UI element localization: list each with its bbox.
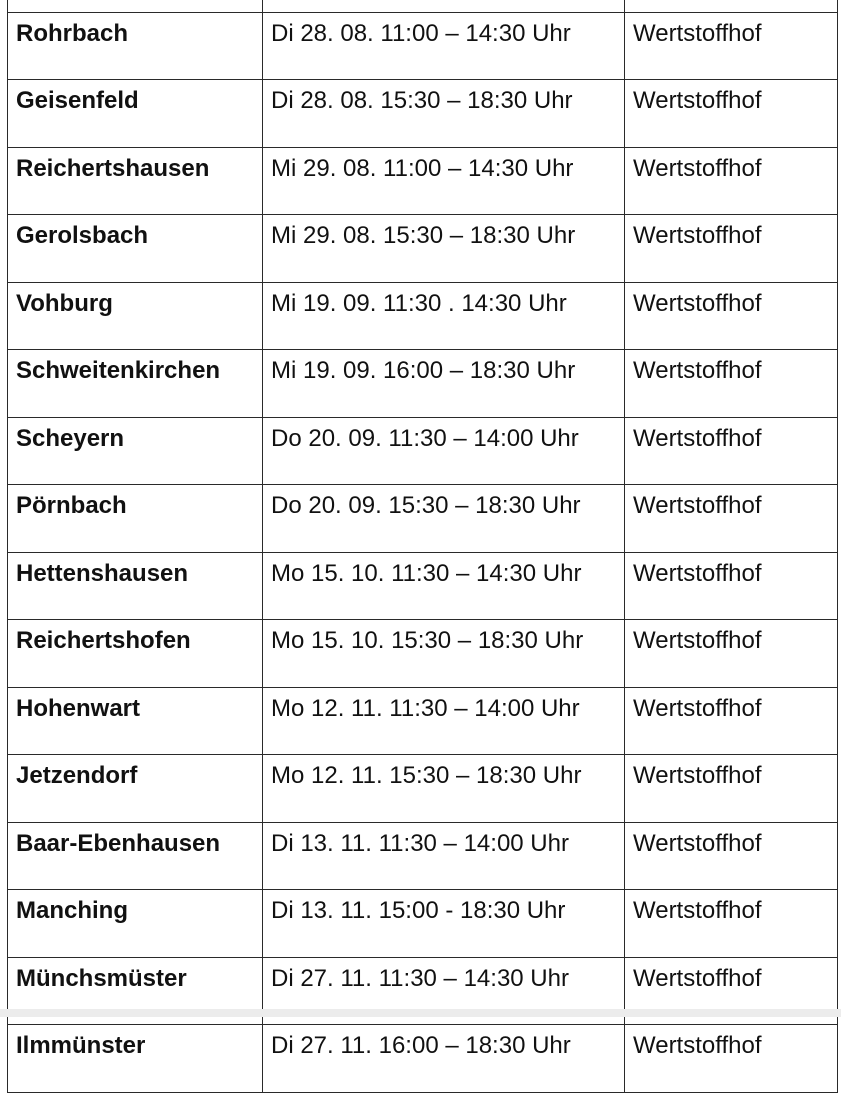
date-time-cell: Di 13. 11. 11:30 – 14:00 Uhr [263, 822, 625, 890]
site-cell: Wertstoffhof [625, 215, 838, 283]
place-cell: Hohenwart [8, 687, 263, 755]
date-time-cell: Di 13. 11. 15:00 - 18:30 Uhr [263, 890, 625, 958]
place-cell: Rohrbach [8, 12, 263, 80]
place-cell: Jetzendorf [8, 755, 263, 823]
date-time-cell: Mi 19. 09. 16:00 – 18:30 Uhr [263, 350, 625, 418]
site-cell: Wertstoffhof [625, 552, 838, 620]
site-cell: Wertstoffhof [625, 147, 838, 215]
site-cell: Wertstoffhof [625, 485, 838, 553]
date-time-cell [263, 0, 625, 12]
date-time-cell: Mo 15. 10. 11:30 – 14:30 Uhr [263, 552, 625, 620]
date-time-cell: Mo 15. 10. 15:30 – 18:30 Uhr [263, 620, 625, 688]
table-row [8, 822, 838, 890]
site-cell: Wertstoffhof [625, 80, 838, 148]
table-row [8, 282, 838, 350]
site-cell [625, 0, 838, 12]
date-time-cell: Mi 19. 09. 11:30 . 14:30 Uhr [263, 282, 625, 350]
date-time-cell: Do 20. 09. 11:30 – 14:00 Uhr [263, 417, 625, 485]
place-cell: Vohburg [8, 282, 263, 350]
place-cell: Gerolsbach [8, 215, 263, 283]
table-row [8, 147, 838, 215]
site-cell: Wertstoffhof [625, 282, 838, 350]
collection-schedule-table [7, 0, 838, 1093]
date-time-cell: Mi 29. 08. 11:00 – 14:30 Uhr [263, 147, 625, 215]
page-bottom-edge [0, 1009, 841, 1017]
site-cell: Wertstoffhof [625, 417, 838, 485]
table-row [8, 485, 838, 553]
table-row [8, 12, 838, 80]
date-time-cell: Mo 12. 11. 15:30 – 18:30 Uhr [263, 755, 625, 823]
date-time-cell: Di 27. 11. 11:30 – 14:30 Uhr [263, 957, 625, 1025]
place-cell [8, 0, 263, 12]
table-row [8, 1025, 838, 1093]
table-row [8, 0, 838, 12]
table-row [8, 890, 838, 958]
date-time-cell: Di 27. 11. 16:00 – 18:30 Uhr [263, 1025, 625, 1093]
site-cell: Wertstoffhof [625, 822, 838, 890]
table-row [8, 80, 838, 148]
site-cell: Wertstoffhof [625, 957, 838, 1025]
site-cell: Wertstoffhof [625, 12, 838, 80]
table-row [8, 620, 838, 688]
date-time-cell: Do 20. 09. 15:30 – 18:30 Uhr [263, 485, 625, 553]
place-cell: Scheyern [8, 417, 263, 485]
table-row [8, 755, 838, 823]
place-cell: Pörnbach [8, 485, 263, 553]
site-cell: Wertstoffhof [625, 755, 838, 823]
table-row [8, 687, 838, 755]
site-cell: Wertstoffhof [625, 687, 838, 755]
place-cell: Reichertshofen [8, 620, 263, 688]
table-row [8, 552, 838, 620]
place-cell: Hettenshausen [8, 552, 263, 620]
table-row [8, 417, 838, 485]
date-time-cell: Mo 12. 11. 11:30 – 14:00 Uhr [263, 687, 625, 755]
place-cell: Schweitenkirchen [8, 350, 263, 418]
place-cell: Reichertshausen [8, 147, 263, 215]
date-time-cell: Di 28. 08. 15:30 – 18:30 Uhr [263, 80, 625, 148]
site-cell: Wertstoffhof [625, 890, 838, 958]
table-row [8, 215, 838, 283]
place-cell: Manching [8, 890, 263, 958]
site-cell: Wertstoffhof [625, 350, 838, 418]
date-time-cell: Mi 29. 08. 15:30 – 18:30 Uhr [263, 215, 625, 283]
place-cell: Ilmmünster [8, 1025, 263, 1093]
place-cell: Münchsmüster [8, 957, 263, 1025]
site-cell: Wertstoffhof [625, 620, 838, 688]
site-cell: Wertstoffhof [625, 1025, 838, 1093]
date-time-cell: Di 28. 08. 11:00 – 14:30 Uhr [263, 12, 625, 80]
place-cell: Baar-Ebenhausen [8, 822, 263, 890]
table-row [8, 350, 838, 418]
place-cell: Geisenfeld [8, 80, 263, 148]
schedule-body [8, 0, 838, 1092]
